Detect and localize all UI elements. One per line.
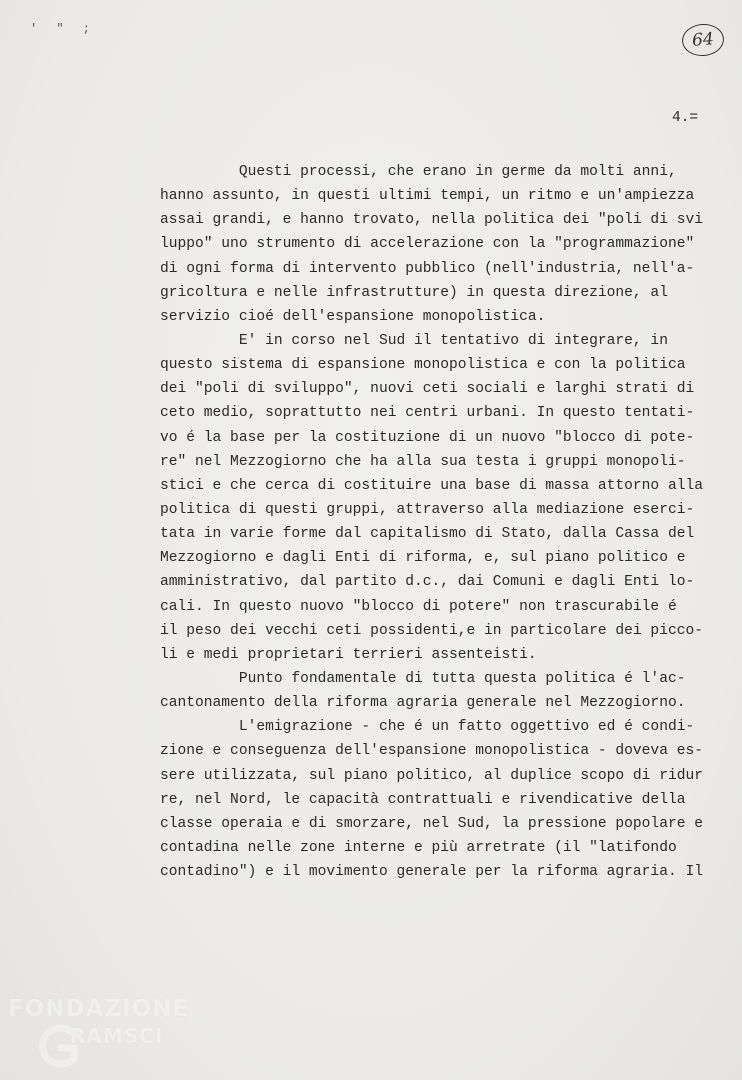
text-line: ceto medio, soprattutto nei centri urbani. In questo tentati-: [160, 405, 695, 422]
text-line: tata in varie forme dal capitalismo di Stato, dalla Cassa del: [160, 526, 695, 543]
text-line: luppo" uno strumento di accelerazione con la "programmazione": [160, 236, 695, 253]
text-line: classe operaia e di smorzare, nel Sud, la pressione popolare e: [160, 815, 703, 832]
text-line: cali. In questo nuovo "blocco di potere" non trascurabile é: [160, 598, 677, 615]
text-line: contadina nelle zone interne e più arretrate (il "latifondo: [160, 839, 677, 856]
text-line: Mezzogiorno e dagli Enti di riforma, e, sul piano politico e: [160, 550, 686, 567]
fondazione-gramsci-watermark: [8, 996, 198, 1076]
archive-number-stamp: 64: [681, 23, 725, 58]
text-line: amministrativo, dal partito d.c., dai Comuni e dagli Enti lo-: [160, 574, 695, 591]
text-line: di ogni forma di intervento pubblico (nell'industria, nell'a-: [160, 260, 695, 277]
text-line: Punto fondamentale di tutta questa politica é l'ac-: [160, 670, 686, 687]
typewritten-body: [160, 160, 720, 884]
text-line: questo sistema di espansione monopolistica e con la politica: [160, 357, 686, 374]
corner-marks: ' " ;: [30, 22, 97, 36]
text-line: L'emigrazione - che é un fatto oggettivo ed é condi-: [160, 719, 695, 736]
text-line: assai grandi, e hanno trovato, nella politica dei "poli di svi: [160, 212, 703, 229]
text-line: li e medi proprietari terrieri assenteisti.: [160, 646, 537, 663]
text-line: servizio cioé dell'espansione monopolistica.: [160, 308, 546, 325]
text-line: contadino") e il movimento generale per la riforma agraria. Il: [160, 864, 703, 881]
watermark-line-2: RAMSCI: [70, 1024, 164, 1048]
text-line: dei "poli di sviluppo", nuovi ceti sociali e larghi strati di: [160, 381, 695, 398]
text-line: re, nel Nord, le capacità contrattuali e rivendicative della: [160, 791, 686, 808]
text-line: re" nel Mezzogiorno che ha alla sua testa i gruppi monopoli-: [160, 453, 686, 470]
text-line: stici e che cerca di costituire una base di massa attorno alla: [160, 477, 703, 494]
text-line: zione e conseguenza dell'espansione monopolistica - doveva es-: [160, 743, 703, 760]
text-line: sere utilizzata, sul piano politico, al duplice scopo di ridur: [160, 767, 703, 784]
text-line: vo é la base per la costituzione di un nuovo "blocco di pote-: [160, 429, 695, 446]
watermark-line-1: FONDAZIONE: [8, 996, 190, 1022]
text-line: hanno assunto, in questi ultimi tempi, un ritmo e un'ampiezza: [160, 188, 695, 205]
text-line: E' in corso nel Sud il tentativo di integrare, in: [160, 332, 668, 349]
text-line: Questi processi, che erano in germe da molti anni,: [160, 164, 677, 180]
text-line: cantonamento della riforma agraria generale nel Mezzogiorno.: [160, 695, 686, 712]
text-line: gricoltura e nelle infrastrutture) in questa direzione, al: [160, 284, 668, 301]
text-line: politica di questi gruppi, attraverso alla mediazione eserci-: [160, 501, 695, 518]
page-number: 4.=: [672, 110, 699, 126]
text-line: il peso dei vecchi ceti possidenti,e in particolare dei picco-: [160, 622, 703, 639]
